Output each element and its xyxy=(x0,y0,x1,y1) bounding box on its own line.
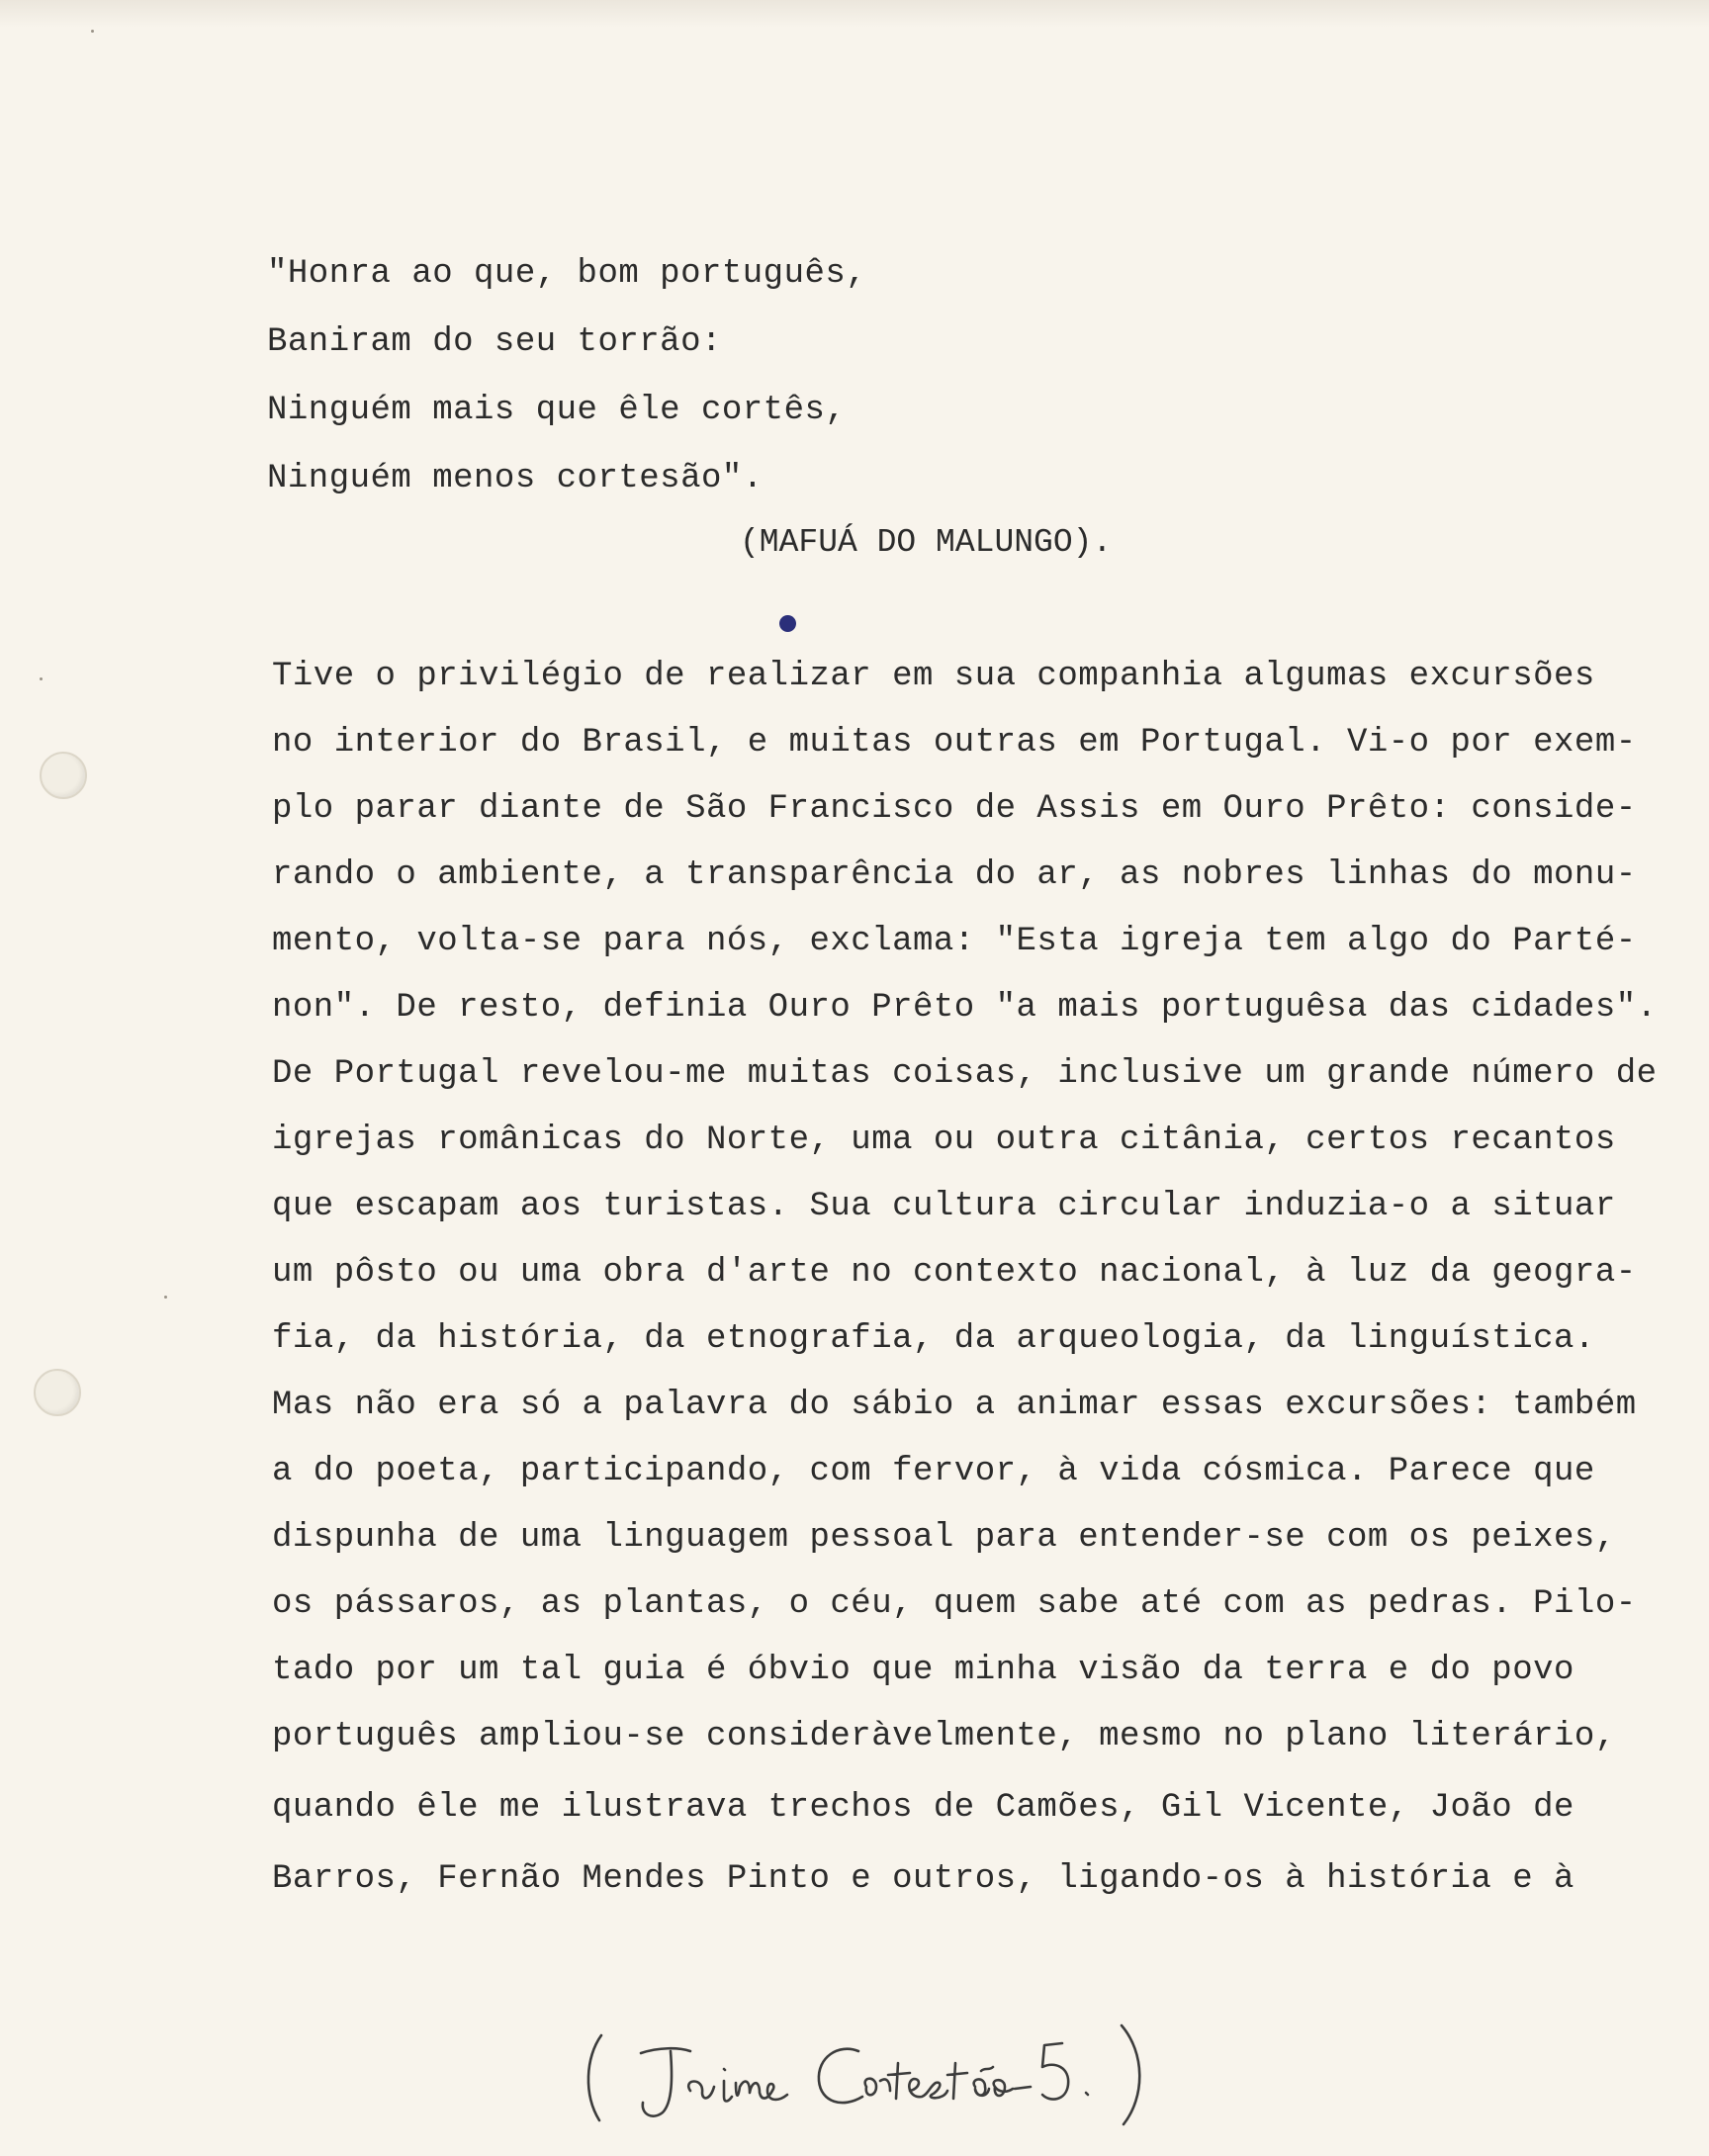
paper-speck xyxy=(91,30,94,33)
body-line-19: Barros, Fernão Mendes Pinto e outros, ligando-os à história e à xyxy=(272,1860,1574,1898)
body-line-15: os pássaros, as plantas, o céu, quem sabe até com as pedras. Pilo- xyxy=(272,1585,1637,1623)
body-line-16: tado por um tal guia é óbvio que minha visão da terra e do povo xyxy=(272,1652,1574,1689)
body-line-12: Mas não era só a palavra do sábio a animar essas excursões: também xyxy=(272,1387,1637,1424)
poem-line-4: Ninguém menos cortesão". xyxy=(267,460,764,497)
paper-speck xyxy=(164,1296,167,1299)
body-line-14: dispunha de uma linguagem pessoal para entender-se com os peixes, xyxy=(272,1519,1616,1557)
body-line-3: plo parar diante de São Francisco de Assis em Ouro Prêto: conside- xyxy=(272,790,1637,828)
body-line-13: a do poeta, participando, com fervor, à vida cósmica. Parece que xyxy=(272,1453,1595,1490)
paper-speck xyxy=(40,677,43,680)
body-line-9: que escapam aos turistas. Sua cultura circular induzia-o a situar xyxy=(272,1188,1616,1225)
ink-dot xyxy=(779,615,796,632)
punch-hole-top xyxy=(40,752,87,799)
body-line-8: igrejas românicas do Norte, uma ou outra citânia, certos recantos xyxy=(272,1122,1616,1159)
body-line-18: quando êle me ilustrava trechos de Camões, Gil Vicente, João de xyxy=(272,1789,1574,1827)
poem-line-2: Baniram do seu torrão: xyxy=(267,323,722,361)
body-line-2: no interior do Brasil, e muitas outras em Portugal. Vi-o por exem- xyxy=(272,724,1637,762)
poem-line-1: "Honra ao que, bom português, xyxy=(267,255,867,293)
body-line-1: Tive o privilégio de realizar em sua companhia algumas excursões xyxy=(272,658,1595,695)
body-line-5: mento, volta-se para nós, exclama: "Esta igreja tem algo do Parté- xyxy=(272,923,1637,960)
body-line-17: português ampliou-se consideràvelmente, mesmo no plano literário, xyxy=(272,1718,1616,1755)
poem-attribution: (MAFUÁ DO MALUNGO). xyxy=(740,524,1113,561)
body-line-11: fia, da história, da etnografia, da arqueologia, da linguística. xyxy=(272,1320,1595,1358)
page-top-edge xyxy=(0,0,1709,28)
body-line-7: De Portugal revelou-me muitas coisas, inclusive um grande número de xyxy=(272,1055,1658,1093)
body-line-4: rando o ambiente, a transparência do ar, as nobres linhas do monu- xyxy=(272,856,1637,894)
handwritten-signature xyxy=(580,2018,1232,2136)
punch-hole-bottom xyxy=(34,1369,81,1416)
body-line-10: um pôsto ou uma obra d'arte no contexto nacional, à luz da geogra- xyxy=(272,1254,1637,1292)
body-line-6: non". De resto, definia Ouro Prêto "a mais portuguêsa das cidades". xyxy=(272,989,1658,1027)
poem-line-3: Ninguém mais que êle cortês, xyxy=(267,392,847,429)
